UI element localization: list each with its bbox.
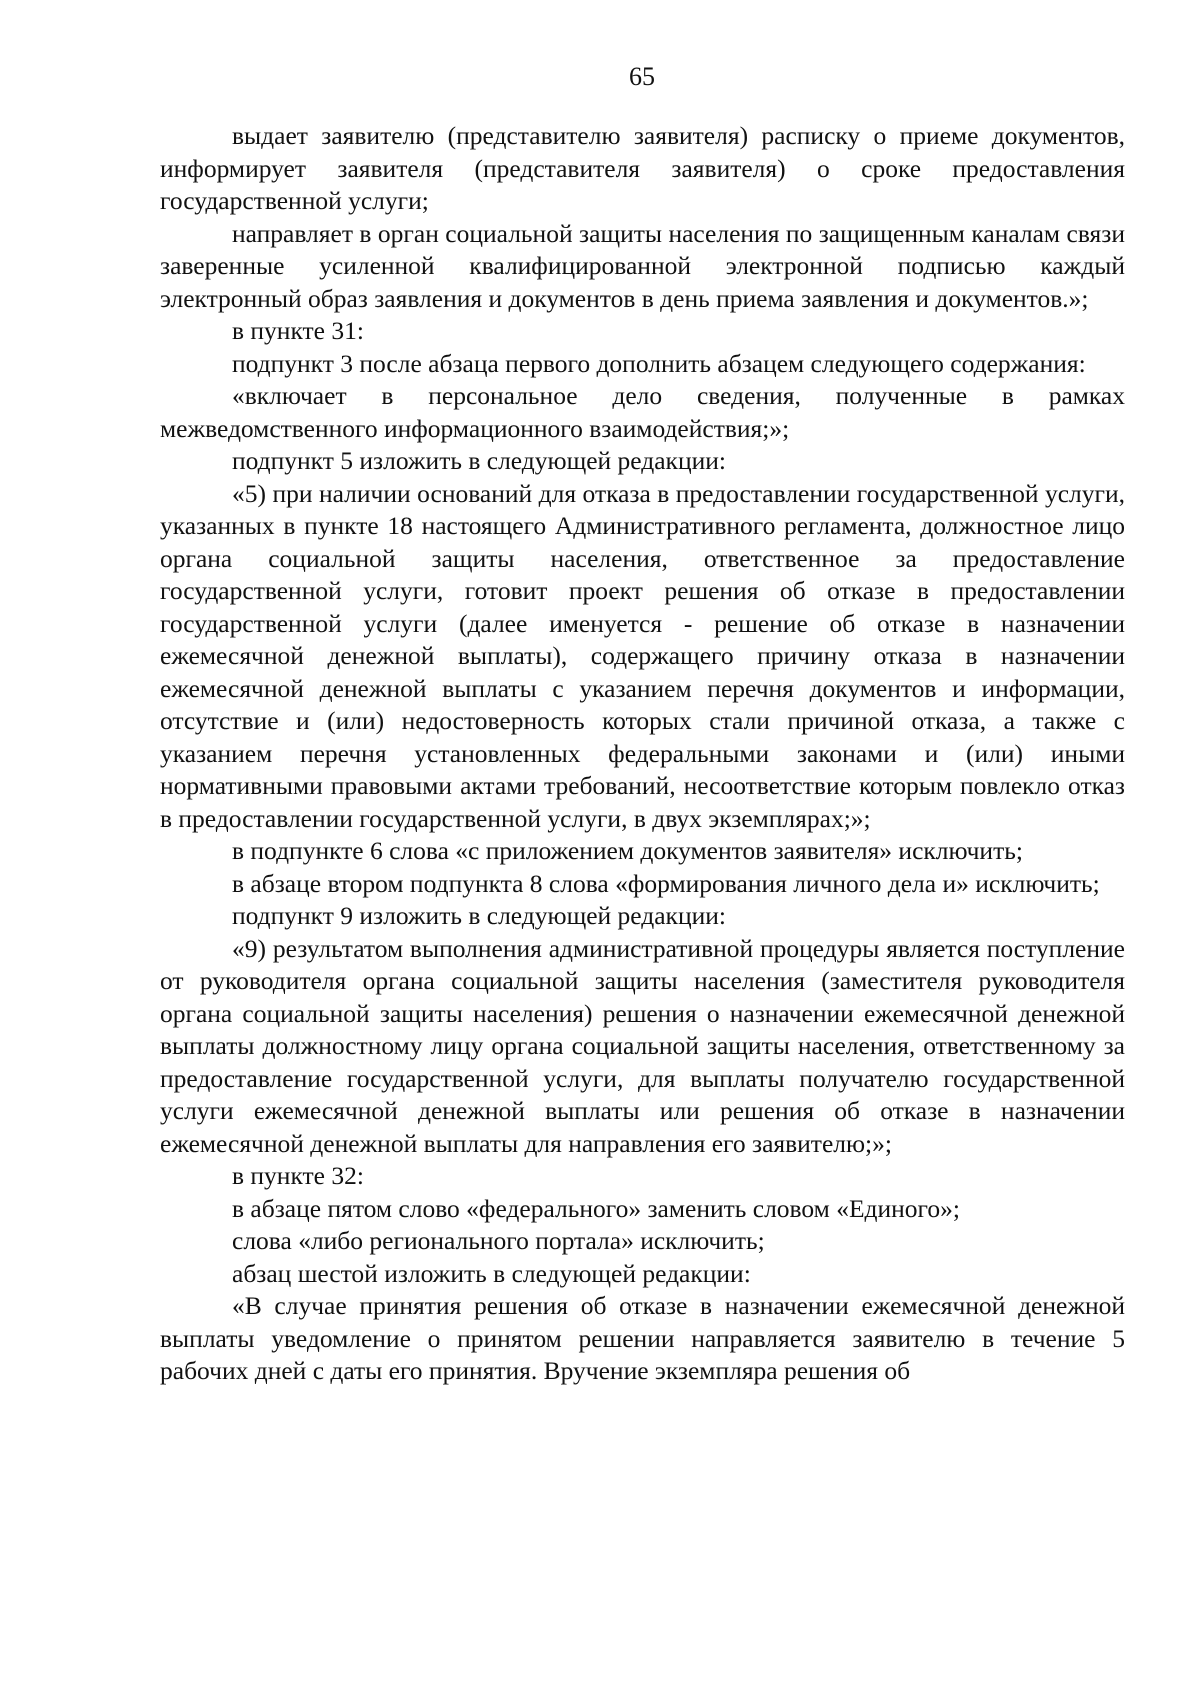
- paragraph-subitem-9-intro: подпункт 9 изложить в следующей редакции:: [232, 901, 726, 930]
- paragraph-subitem-8: в абзаце втором подпункта 8 слова «формирования личного дела и» исключить;: [232, 868, 1100, 898]
- paragraph-subitem-9-text: «9) результатом выполнения административной процедуры является поступление от руководителя органа социальной защиты населения (заместителя руководителя органа социальной защиты населения) решения о назначении ежемесячной денежной выплаты должностному лицу органа социальной защиты населения, ответственному за предоставление государственной услуги, для выплаты получателю государственной услуги ежемесячной денежной выплаты или решения об отказе в назначении ежемесячной денежной выплаты для направления его заявителю;»;: [160, 933, 1125, 1158]
- paragraph-send-documents: направляет в орган социальной защиты населения по защищенным каналам связи заверенные усиленной квалифицированной электронной подписью каждый электронный образ заявления и документов в день приема заявления и документов.»;: [160, 218, 1125, 313]
- paragraph-personal-file: «включает в персональное дело сведения, полученные в рамках межведомственного информационного взаимодействия;»;: [160, 381, 1125, 443]
- paragraph-subitem-5-text: «5) при наличии оснований для отказа в предоставлении государственной услуги, указанных в пункте 18 настоящего Административного регламента, должностное лицо органа социальной защиты населения, ответственное за предоставление государственной услуги, готовит проект решения об отказе в предоставлении государственной услуги (далее именуется - решение об отказе в назначении ежемесячной денежной выплаты), содержащего причину отказа в назначении ежемесячной денежной выплаты с указанием перечня документов и информации, отсутствие и (или) недостоверность которых стали причиной отказа, а также с указанием перечня установленных федеральными законами и (или) иными нормативными правовыми актами требований, несоответствие которым повлекло отказ в предоставлении государственной услуги, в двух экземплярах;»;: [160, 478, 1125, 833]
- paragraph-item-31: в пункте 31:: [232, 316, 364, 345]
- paragraph-subitem-6: в подпункте 6 слова «с приложением документов заявителя» исключить;: [232, 836, 1023, 865]
- paragraph-refusal-notice: «В случае принятия решения об отказе в назначении ежемесячной денежной выплаты уведомление о принятом решении направляется заявителю в течение 5 рабочих дней с даты его принятия. Вручение экземпляра решения об: [160, 1291, 1125, 1385]
- paragraph-item-32: в пункте 32:: [232, 1161, 364, 1190]
- document-body: [160, 120, 1125, 1388]
- paragraph-fifth-abzac: в абзаце пятом слово «федерального» заменить словом «Единого»;: [232, 1193, 960, 1223]
- page-number: 65: [629, 62, 655, 91]
- paragraph-subitem-5-intro: подпункт 5 изложить в следующей редакции:: [232, 446, 726, 475]
- paragraph-receipt: выдает заявителю (представителю заявителя) расписку о приеме документов, информирует заявителя (представителя заявителя) о сроке предоставления государственной услуги;: [160, 121, 1125, 215]
- paragraph-subitem-3: подпункт 3 после абзаца первого дополнить абзацем следующего содержания:: [232, 348, 1086, 378]
- paragraph-sixth-abzac-intro: абзац шестой изложить в следующей редакции:: [232, 1258, 751, 1288]
- paragraph-regional-portal: слова «либо регионального портала» исключить;: [232, 1226, 765, 1255]
